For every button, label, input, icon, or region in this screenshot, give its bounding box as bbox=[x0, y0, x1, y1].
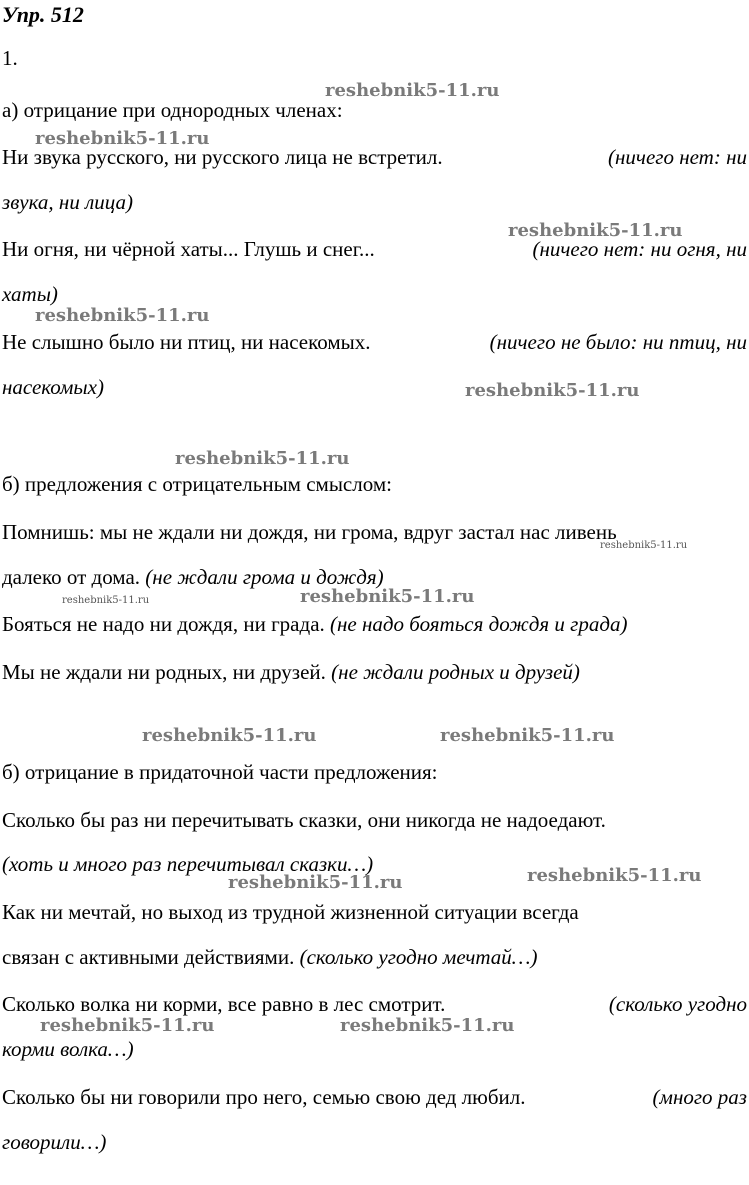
section-c-heading: б) отрицание в придаточной части предложения: bbox=[2, 760, 438, 784]
watermark: reshebnik5-11.ru bbox=[340, 1015, 515, 1036]
section-a-heading: а) отрицание при однородных членах: bbox=[2, 98, 343, 122]
sentence-c3-note: (сколько угодно bbox=[608, 992, 747, 1016]
watermark: reshebnik5-11.ru bbox=[175, 448, 350, 469]
watermark: reshebnik5-11.ru bbox=[440, 725, 615, 746]
sentence-a1-cont bbox=[2, 190, 133, 215]
sentence-a1-note-cont: звука, ни лица) bbox=[2, 190, 134, 214]
watermark: reshebnik5-11.ru bbox=[508, 220, 683, 241]
watermark: reshebnik5-11.ru bbox=[228, 872, 403, 893]
watermark: reshebnik5-11.ru bbox=[40, 1015, 215, 1036]
sentence-b3 bbox=[2, 660, 580, 685]
sentence-a2-cont bbox=[2, 282, 58, 307]
sentence-a1-text: Ни звука русского, ни русского лица не встретил. bbox=[2, 145, 443, 169]
sentence-c3-text: Сколько волка ни корми, все равно в лес смотрит. bbox=[2, 992, 446, 1016]
watermark: reshebnik5-11.ru bbox=[142, 725, 317, 746]
sentence-c4-text: Сколько бы ни говорили про него, семью свою дед любил. bbox=[2, 1085, 526, 1109]
sentence-b2-note: (не надо бояться дождя и града) bbox=[330, 612, 628, 636]
sentence-b1-text-cont: далеко от дома. bbox=[2, 565, 141, 589]
sentence-a3-text: Не слышно было ни птиц, ни насекомых. bbox=[2, 330, 371, 354]
sentence-a3 bbox=[2, 330, 747, 355]
sentence-c3-cont bbox=[2, 1037, 134, 1062]
watermark: reshebnik5-11.ru bbox=[600, 540, 688, 551]
watermark: reshebnik5-11.ru bbox=[325, 80, 500, 101]
sentence-c4 bbox=[2, 1085, 747, 1110]
exercise-number: 1. bbox=[2, 46, 18, 70]
sentence-a2-note: (ничего нет: ни огня, ни bbox=[532, 237, 747, 261]
sentence-b1-note: (не ждали грома и дождя) bbox=[145, 565, 384, 589]
watermark: reshebnik5-11.ru bbox=[62, 595, 150, 606]
sentence-c3 bbox=[2, 992, 747, 1017]
watermark: reshebnik5-11.ru bbox=[35, 128, 210, 149]
sentence-c2-text: Как ни мечтай, но выход из трудной жизненной ситуации всегда bbox=[2, 900, 579, 924]
watermark: reshebnik5-11.ru bbox=[300, 586, 475, 607]
sentence-c2 bbox=[2, 945, 537, 970]
sentence-c2-text-cont: связан с активными действиями. bbox=[2, 945, 295, 969]
sentence-a2-note-cont: хаты) bbox=[2, 282, 58, 306]
sentence-c4-cont bbox=[2, 1130, 106, 1155]
watermark: reshebnik5-11.ru bbox=[465, 380, 640, 401]
sentence-c4-note-cont: говорили…) bbox=[2, 1130, 107, 1154]
sentence-b3-note: (не ждали родных и друзей) bbox=[331, 660, 580, 684]
sentence-b2 bbox=[2, 612, 627, 637]
sentence-b3-text: Мы не ждали ни родных, ни друзей. bbox=[2, 660, 326, 684]
sentence-a3-note-cont: насекомых) bbox=[2, 375, 104, 399]
sentence-a3-note: (ничего не было: ни птиц, ни bbox=[489, 330, 747, 354]
sentence-c1-text: Сколько бы раз ни перечитывать сказки, они никогда не надоедают. bbox=[2, 808, 606, 832]
sentence-c1-note: (хоть и много раз перечитывал сказки…) bbox=[2, 852, 374, 876]
exercise-title: Упр. 512 bbox=[2, 2, 84, 27]
section-b-heading: б) предложения с отрицательным смыслом: bbox=[2, 472, 392, 496]
sentence-c2-note: (сколько угодно мечтай…) bbox=[299, 945, 538, 969]
sentence-b2-text: Бояться не надо ни дождя, ни града. bbox=[2, 612, 325, 636]
sentence-a1-note: (ничего нет: ни bbox=[608, 145, 747, 169]
watermark: reshebnik5-11.ru bbox=[35, 305, 210, 326]
sentence-c4-note: (много раз bbox=[652, 1085, 747, 1109]
watermark: reshebnik5-11.ru bbox=[527, 865, 702, 886]
sentence-b1-text: Помнишь: мы не ждали ни дождя, ни грома, вдруг застал нас ливень bbox=[2, 520, 617, 544]
sentence-a2-text: Ни огня, ни чёрной хаты... Глушь и снег... bbox=[2, 237, 375, 261]
sentence-a3-cont bbox=[2, 375, 104, 400]
sentence-c3-note-cont: корми волка…) bbox=[2, 1037, 134, 1061]
